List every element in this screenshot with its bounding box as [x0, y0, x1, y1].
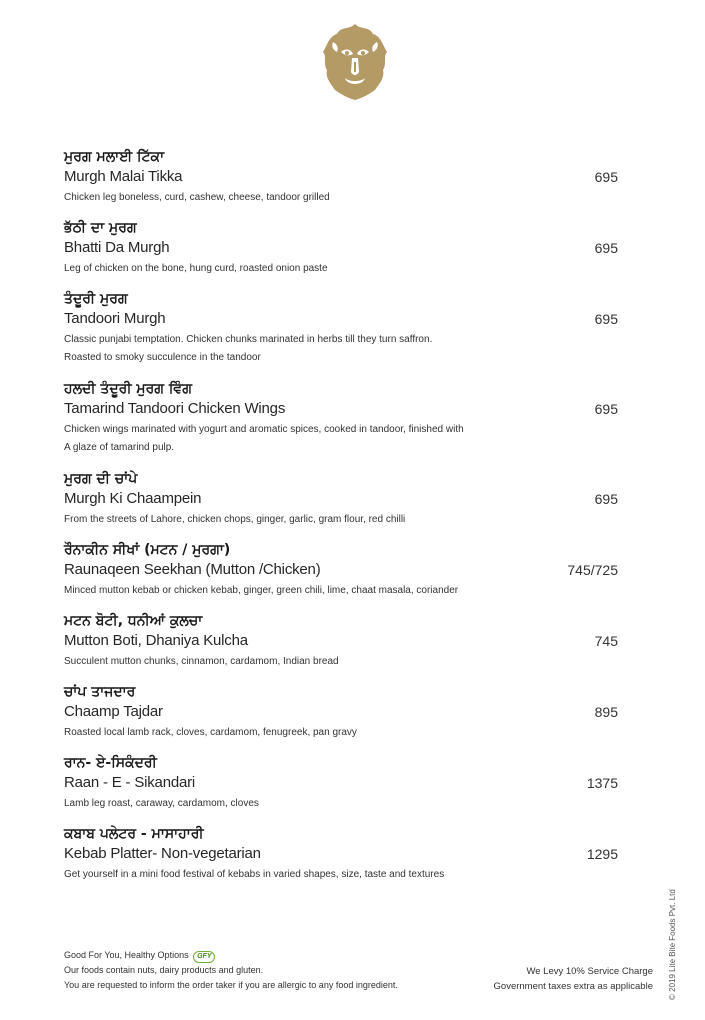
item-punjabi-name: ਕਬਾਬ ਪਲੇਟਰ - ਮਾਸਾਹਾਰੀ — [64, 826, 204, 842]
item-name: Mutton Boti, Dhaniya Kulcha — [64, 632, 248, 649]
item-punjabi-name: ਮਟਨ ਬੋਟੀ, ਧਨੀਆਂ ਕੁਲਚਾ — [64, 613, 203, 629]
allergen-line: Our foods contain nuts, dairy products and gluten. — [64, 965, 264, 975]
item-punjabi-name: ਹਲਦੀ ਤੰਦੂਰੀ ਮੁਰਗ ਵਿੰਗ — [64, 381, 192, 397]
item-description: Chicken leg boneless, curd, cashew, cheese, tandoor grilled — [64, 192, 330, 203]
item-punjabi-name: ਮੁਰਗ ਮਲਾਈ ਟਿੱਕਾ — [64, 149, 165, 165]
item-price: 695 — [594, 311, 618, 327]
item-punjabi-name: ਮੁਰਗ ਦੀ ਚਾਂਪੇ — [64, 471, 138, 487]
item-name: Murgh Ki Chaampein — [64, 490, 202, 507]
menu-item — [64, 824, 624, 895]
menu-item — [64, 540, 624, 611]
item-punjabi-name: ਭੱਠੀ ਦਾ ਮੁਰਗ — [64, 220, 137, 236]
menu-item — [64, 469, 624, 540]
item-description: Succulent mutton chunks, cinnamon, cardamom, Indian bread — [64, 656, 339, 667]
item-description: Lamb leg roast, caraway, cardamom, cloves — [64, 798, 259, 809]
copyright-text: © 2019 Lite Bite Foods Pvt. Ltd — [668, 889, 677, 1000]
item-description: From the streets of Lahore, chicken chops, ginger, garlic, gram flour, red chilli — [64, 514, 406, 525]
item-name: Tandoori Murgh — [64, 310, 166, 327]
item-price: 1295 — [586, 846, 618, 862]
healthy-options-text: Good For You, Healthy Options — [64, 950, 189, 960]
item-name: Bhatti Da Murgh — [64, 239, 170, 256]
menu-item — [64, 682, 624, 753]
menu-items-list — [64, 147, 624, 895]
item-punjabi-name: ਰਾਨ- ਏ-ਸਿਕੰਦਰੀ — [64, 755, 157, 771]
item-description: Get yourself in a mini food festival of kebabs in varied shapes, size, taste and textures — [64, 869, 445, 880]
item-name: Kebab Platter- Non-vegetarian — [64, 845, 261, 862]
item-description: Minced mutton kebab or chicken kebab, ginger, green chili, lime, chaat masala, coriander — [64, 585, 459, 596]
healthy-options-line — [64, 948, 398, 963]
charges-notice — [494, 964, 653, 994]
taxes-text: Government taxes extra as applicable — [493, 981, 653, 992]
item-punjabi-name: ਤੰਦੂਰੀ ਮੁਰਗ — [64, 291, 128, 307]
item-price: 895 — [594, 704, 618, 720]
item-price: 745 — [594, 633, 618, 649]
item-price: 695 — [594, 169, 618, 185]
item-price: 1375 — [586, 775, 618, 791]
item-description: Roasted local lamb rack, cloves, cardamom, fenugreek, pan gravy — [64, 727, 357, 738]
lion-head-logo-icon — [319, 22, 391, 102]
description-line: A glaze of tamarind pulp. — [64, 442, 175, 453]
allergen-line: You are requested to inform the order taker if you are allergic to any food ingredient. — [64, 980, 398, 990]
description-line: Chicken wings marinated with yogurt and aromatic spices, cooked in tandoor, finished with — [64, 424, 464, 435]
service-charge-text: We Levy 10% Service Charge — [526, 966, 653, 977]
menu-item — [64, 289, 624, 379]
item-price: 695 — [594, 240, 618, 256]
description-line: Roasted to smoky succulence in the tandoor — [64, 352, 261, 363]
item-description: Leg of chicken on the bone, hung curd, roasted onion paste — [64, 263, 328, 274]
item-name: Raunaqeen Seekhan (Mutton /Chicken) — [64, 561, 321, 578]
item-price: 695 — [594, 401, 618, 417]
gfy-badge: GFY — [193, 951, 215, 963]
item-name: Murgh Malai Tikka — [64, 168, 183, 185]
item-price: 745/725 — [567, 562, 618, 578]
menu-item — [64, 147, 624, 218]
item-name: Raan - E - Sikandari — [64, 774, 196, 791]
allergen-notice — [64, 948, 398, 993]
item-price: 695 — [594, 491, 618, 507]
item-name: Chaamp Tajdar — [64, 703, 163, 720]
menu-item — [64, 611, 624, 682]
item-punjabi-name: ਰੌਨਾਕੀਨ ਸੀਖਾਂ (ਮਟਨ / ਮੁਰਗਾ) — [64, 542, 231, 558]
item-description — [64, 329, 624, 367]
menu-item — [64, 218, 624, 289]
item-name: Tamarind Tandoori Chicken Wings — [64, 400, 286, 417]
menu-item — [64, 379, 624, 469]
menu-item — [64, 753, 624, 824]
description-line: Classic punjabi temptation. Chicken chunks marinated in herbs till they turn saffron. — [64, 334, 433, 345]
item-description — [64, 419, 624, 457]
item-punjabi-name: ਚਾਂਪ ਤਾਜਦਾਰ — [64, 684, 136, 700]
